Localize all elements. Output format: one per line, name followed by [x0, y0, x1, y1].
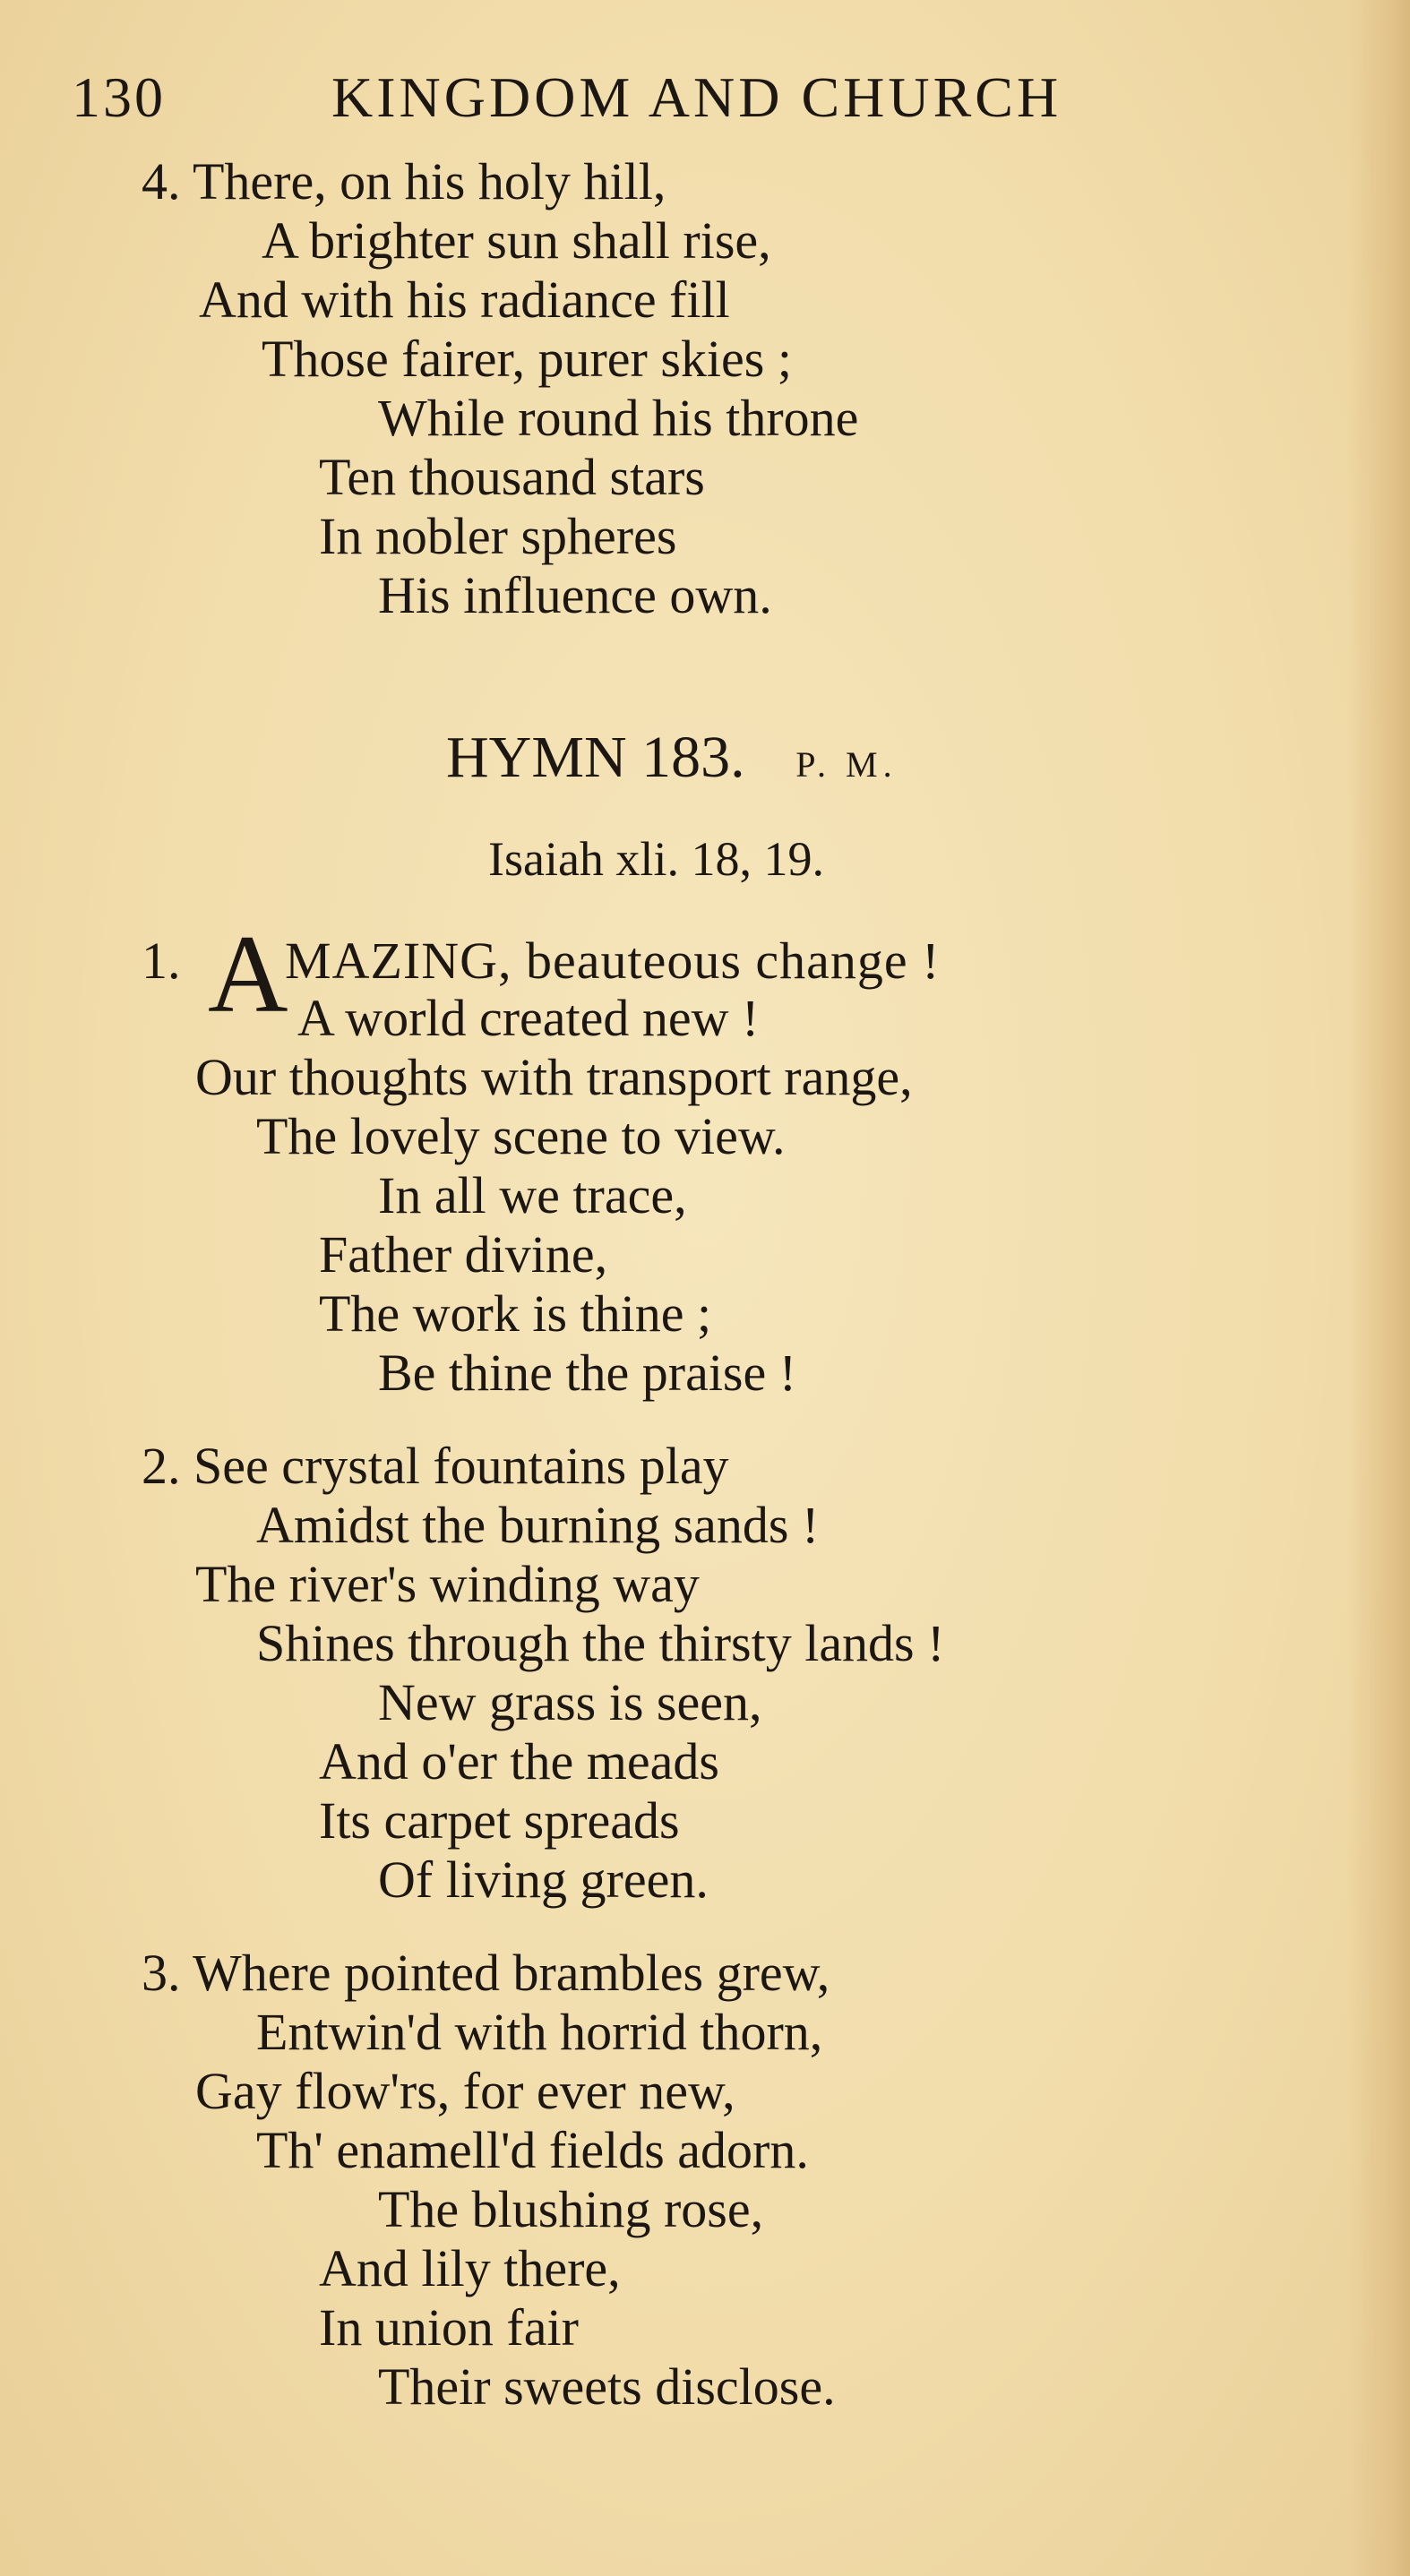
stanza2-line-6: And o'er the meads [319, 1732, 719, 1790]
running-title: KINGDOM AND CHURCH [331, 65, 1062, 129]
page-edge-shadow [1347, 0, 1410, 2576]
stanza1-line-3: Our thoughts with transport range, [195, 1048, 913, 1106]
stanza3-line-1 [142, 1944, 830, 2003]
stanza-prev-line-8: His influence own. [378, 566, 772, 624]
stanza3-line-6: And lily there, [319, 2239, 621, 2297]
stanza2-line-7: Its carpet spreads [319, 1791, 680, 1850]
hymn-meter: P. M. [795, 744, 898, 785]
stanza1-line-5: In all we trace, [378, 1166, 687, 1224]
stanza3-line-7: In union fair [319, 2298, 579, 2357]
stanza-prev-line-4: Those fairer, purer skies ; [262, 330, 792, 388]
stanza1-number: 1. [142, 932, 181, 990]
stanza2-line-1 [142, 1437, 729, 1496]
stanza2-line-8: Of living green. [378, 1850, 709, 1909]
stanza2-number: 2. [142, 1437, 181, 1495]
stanza2-line-5: New grass is seen, [378, 1673, 762, 1731]
scripture-reference: Isaiah xli. 18, 19. [488, 832, 824, 886]
stanza1-line-2: A world created new ! [297, 989, 760, 1047]
stanza-prev-line-3: And with his radiance fill [199, 270, 730, 329]
hymn-title [446, 724, 898, 792]
stanza1-line-4: The lovely scene to view. [256, 1107, 786, 1165]
stanza2-line-4: Shines through the thirsty lands ! [256, 1614, 945, 1672]
stanza3-line-2: Entwin'd with horrid thorn, [256, 2003, 823, 2061]
stanza-prev-line-7: In nobler spheres [319, 507, 677, 565]
verse-line: See crystal fountains play [193, 1437, 729, 1495]
stanza1-line-6: Father divine, [319, 1225, 608, 1284]
stanza1-line-7: The work is thine ; [319, 1284, 712, 1343]
stanza3-line-5: The blushing rose, [378, 2180, 764, 2238]
stanza3-number: 3. [142, 1944, 181, 2002]
stanza3-line-4: Th' enamell'd fields adorn. [256, 2121, 809, 2179]
stanza-prev-line-6: Ten thousand stars [319, 448, 705, 506]
stanza2-line-2: Amidst the burning sands ! [256, 1496, 820, 1554]
stanza1-line-1: MAZING, beauteous change ! [285, 932, 941, 990]
stanza1-line-8: Be thine the praise ! [378, 1344, 797, 1402]
running-header [72, 64, 1147, 136]
verse-line: There, on his holy hill, [192, 152, 666, 210]
stanza-prev-line-1 [142, 152, 666, 211]
hymn-number: HYMN 183. [446, 725, 745, 790]
stanza-prev-line-2: A brighter sun shall rise, [262, 211, 771, 270]
stanza-prev-number: 4. [142, 152, 181, 210]
drop-capital: A [208, 913, 288, 1035]
page-number: 130 [72, 65, 166, 129]
stanza2-line-3: The river's winding way [195, 1555, 700, 1613]
stanza-prev-line-5: While round his throne [378, 389, 859, 447]
stanza3-line-3: Gay flow'rs, for ever new, [195, 2062, 735, 2120]
verse-line: Where pointed brambles grew, [192, 1944, 830, 2002]
stanza3-line-8: Their sweets disclose. [378, 2357, 836, 2416]
